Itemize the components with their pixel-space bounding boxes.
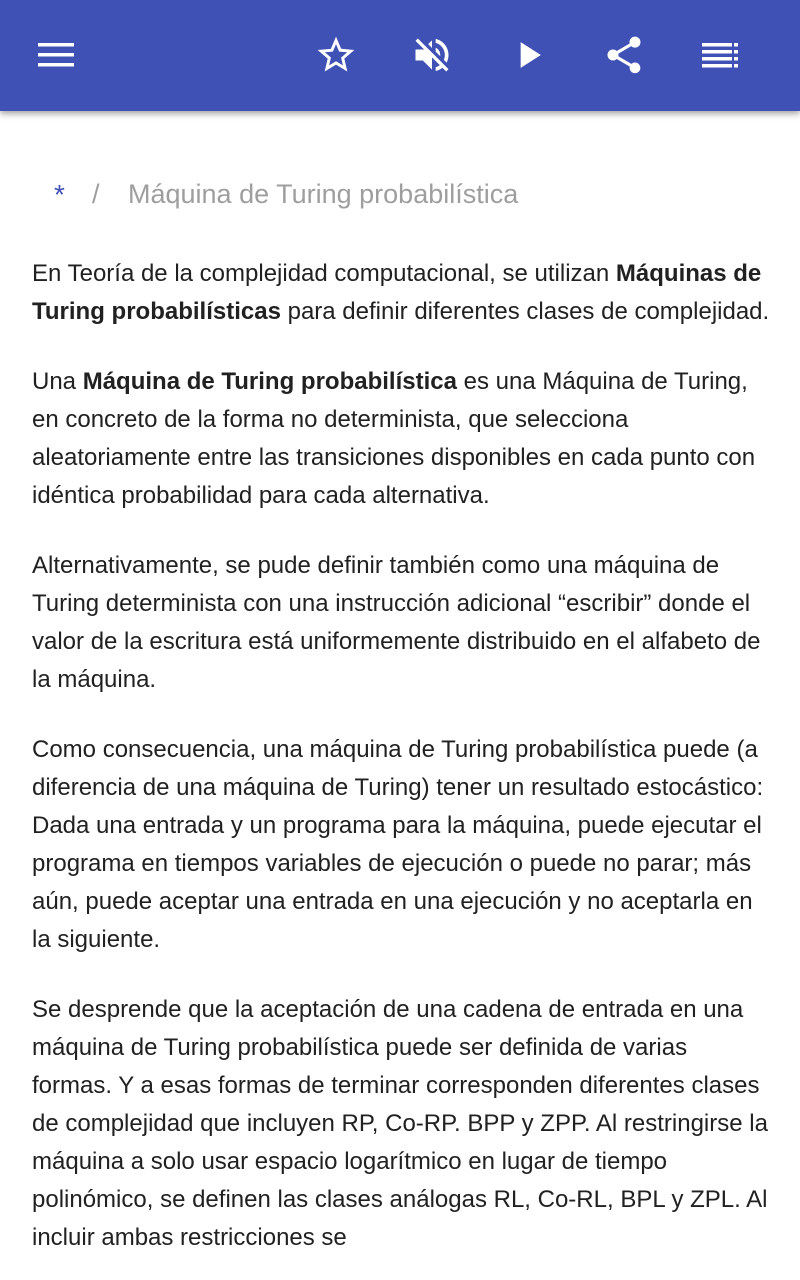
article-paragraph: Se desprende que la aceptación de una cadena de entrada en una máquina de Turing probabilística puede ser definida de varias formas. Y a esas formas de terminar corresponden diferentes clases de complejidad que incluyen RP, Co-RP. BPP y ZPP. Al restringirse la máquina a solo usar espacio logarítmico en lugar de tiempo polinómico, se definen las clases análogas RL, Co-RL, BPL y ZPL. Al incluir ambas restricciones se [32, 996, 768, 1251]
article-body [32, 255, 772, 1280]
share-icon [602, 33, 646, 77]
star-icon [314, 33, 358, 77]
bold-term: Máquina de Turing probabilística [82, 368, 457, 395]
play-button[interactable] [500, 27, 556, 83]
breadcrumb-separator: / [92, 179, 100, 209]
article-paragraph [32, 363, 772, 515]
bold-term: Máquinas de Turing probabilísticas [32, 260, 762, 325]
paragraph-text: En Teoría de la complejidad computacional, se utilizan [32, 260, 616, 287]
menu-button[interactable] [28, 27, 84, 83]
favorite-button[interactable] [308, 27, 364, 83]
playlist-icon [700, 40, 740, 70]
volume-off-icon [410, 33, 454, 77]
app-toolbar [0, 0, 800, 111]
menu-icon [36, 40, 76, 70]
play-icon [506, 33, 550, 77]
article-paragraph [32, 255, 772, 331]
paragraph-text: para definir diferentes clases de complejidad. [280, 298, 770, 325]
breadcrumb-home-link[interactable]: * [54, 179, 65, 210]
breadcrumb-current-page: Máquina de Turing probabilística [128, 179, 519, 209]
article-paragraph: Como consecuencia, una máquina de Turing probabilística puede (a diferencia de una máquina de Turing) tener un resultado estocástico: Dada una entrada y un programa para la máquina, puede ejecutar el programa en tiempos variables de ejecución o puede no parar; más aún, puede aceptar una entrada en una ejecución y no aceptarla en la siguiente. [32, 736, 764, 953]
table-of-contents-button[interactable] [692, 27, 748, 83]
mute-button[interactable] [404, 27, 460, 83]
article-paragraph: Alternativamente, se pude definir también como una máquina de Turing determinista con una instrucción adicional “escribir” donde el valor de la escritura está uniformemente distribuido en el alfabeto de la máquina. [32, 552, 761, 693]
paragraph-text: es una Máquina de Turing, en concreto de la forma no determinista, que selecciona aleatoriamente entre las transiciones disponibles en cada punto con idéntica probabilidad para cada alternativa. [32, 368, 756, 509]
paragraph-text: Una [32, 368, 83, 395]
article-content [32, 111, 772, 1280]
share-button[interactable] [596, 27, 652, 83]
